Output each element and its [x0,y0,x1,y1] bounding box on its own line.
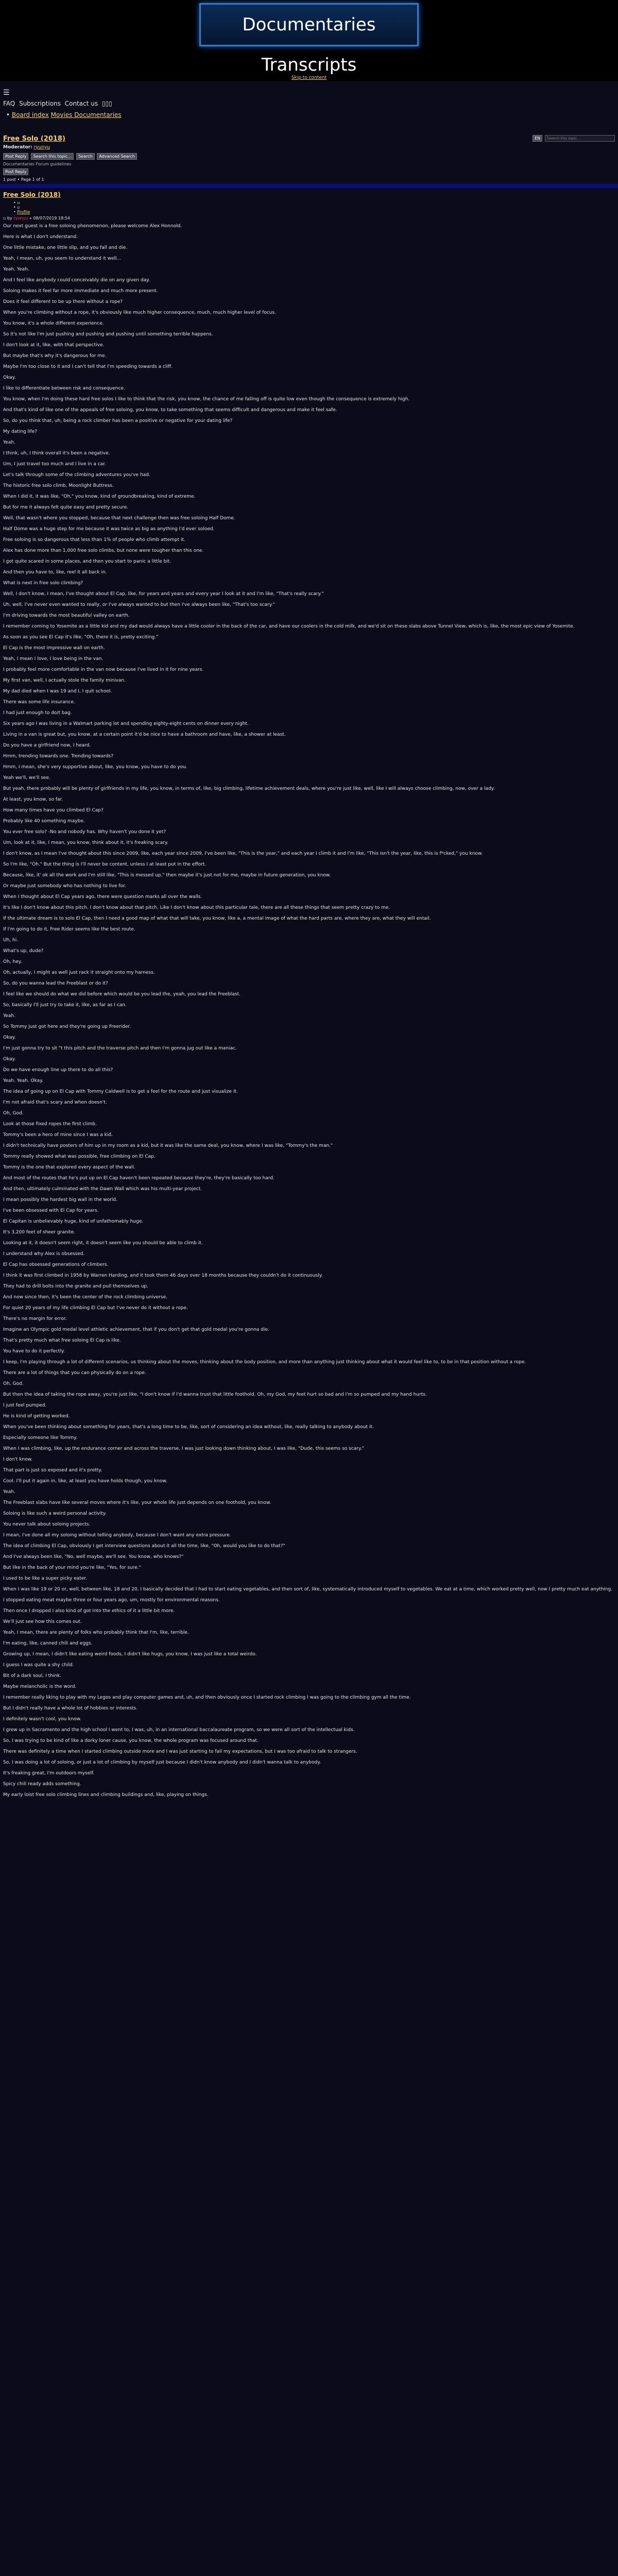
transcript-line: Yeah we'll, we'll see. [3,775,50,781]
transcript-line: My dating life? [3,429,37,434]
transcript-line: Yeah. Yeah. [3,267,29,272]
transcript-line: When I was like 19 or 20 or, well, between like, 18 and 20, I basically decided that I had to start eating vegetables, and then sort of, like, systematically introduced myself to vegetables. We eat at a time, which worked pretty well, now I pretty much eat anything. [3,1587,613,1592]
transcript-line: El Cap has obsessed generations of climbers. [3,1262,109,1267]
transcript-line: Do you have a girlfriend now, I heard. [3,743,91,748]
transcript-line: And then, ultimately culminated with the Dawn Wall which was his multi-year project. [3,1187,202,1192]
search-topic-button[interactable]: Search this topic… [31,153,74,160]
topic-header [0,135,618,188]
transcript-line: Okay. [3,1057,16,1062]
transcript-line: But for me it always felt quite easy and pretty secure. [3,505,129,510]
subscriptions-link[interactable]: Subscriptions [19,100,61,107]
transcript-line: When I did it, it was like, "Oh," you know, kind of groundbreaking, kind of extreme. [3,494,196,499]
advanced-search-button[interactable]: Advanced Search [97,153,137,160]
transcript-line: Hmm, trending towards one. Trending towards? [3,754,114,759]
transcript-line: Tommy's been a hero of mine since I was a kid. [3,1132,113,1138]
profile-bullet: • ▫ [13,200,20,205]
transcript-line: For quiet 20 years of my life climbing El Cap but I've never do it without a rope. [3,1306,188,1311]
transcript-line: Here is what I don't understand. [3,234,78,240]
transcript-line: The historic free solo climb, Moonlight Buttress. [3,483,114,488]
transcript-line: Bit of a dark soul, I think. [3,1673,62,1679]
transcript-line: The Freeblast slabs have like several moves where it's like, your whole life just depends on one foothold, you know. [3,1500,271,1505]
transcript-line: So, do you wanna lead the Freeblast or do it? [3,981,108,986]
transcript-line: You have to do it perfectly. [3,1349,65,1354]
byline-label: by [7,216,12,221]
transcript-line: Because, like, it' ok all the work and I'm still like, "This is messed up," then maybe it's just not for me, maybe in future generation, you know. [3,873,331,878]
transcript-line: I keep, I'm playing through a lot of different scenarios, us thinking about the moves, thinking about the body position, and more than anything just thinking about what it would feel like to, to be in that position without a rope. [3,1360,526,1365]
transcript-line: Yeah. [3,1013,15,1019]
transcript-line: And now since then, it's been the center of the rock climbing universe. [3,1295,168,1300]
transcript-line: When I thought about El Cap years ago, there were question marks all over the walls. [3,894,202,900]
transcript-line: I'm not afraid that's scary and when doesn't. [3,1100,107,1105]
transcript-line: There are a lot of things that you can physically do on a rope. [3,1370,146,1376]
post-icon: ▫ [3,216,6,221]
transcript-line: They had to drill bolts into the granite and pull themselves up. [3,1284,149,1289]
transcript-line: I guess I was quite a shy child. [3,1663,74,1668]
site-header [0,0,618,81]
post-reply-top-button[interactable]: Post Reply [3,168,28,175]
transcript-line: But then the idea of taking the rope away, you're just like, "I don't know if I'd wanna trust that little foothold. Oh, my God, my feet hurt so bad and I'm so pumped and my hand hurts. [3,1392,427,1397]
transcript-line: Probably like 40 something maybe. [3,819,85,824]
share-icons[interactable]: ▯▯▯ [101,100,112,107]
transcript-line: Yeah, I mean I love, I love being in the van. [3,656,104,662]
quick-links [3,100,114,107]
site-logo-banner[interactable]: Documentaries Transcripts [199,3,419,46]
transcript-line: Looking at it, it doesn't seem right, it doesn't seem like you should be able to climb it. [3,1241,203,1246]
transcript-line: So, I was trying to be kind of like a dorky loner cause, you know, the whole program was focused around that. [3,1738,259,1743]
transcript-line: El Cap is the most impressive wall on earth. [3,646,105,651]
transcript-line: At least, you know, so far. [3,797,63,802]
transcript-line: Or maybe just somebody who has nothing to live for. [3,884,126,889]
moderator-line [3,145,615,150]
transcript-line: Um, look at it, like, I mean, you know, think about it, it's freaking scary. [3,840,168,845]
transcript-line: Then once I dropped I also kind of got into the ethics of it a little bit more. [3,1608,175,1614]
transcript-line: How many times have you climbed El Cap? [3,808,104,813]
transcript-line: I mean possibly the hardest big wall in the world. [3,1197,117,1202]
transcript-line: Alex has done more than 1,000 free solo climbs, but none were tougher than this one. [3,548,204,553]
transcript-line: I definitely wasn't cool, you know. [3,1717,81,1722]
faq-link[interactable]: FAQ [3,100,15,107]
breadcrumb [3,111,615,118]
transcript-line: You never talk about soloing projects. [3,1522,91,1527]
transcript-line: I don't look at it, like, with that perspective. [3,343,105,348]
menu-icon[interactable]: ☰ [3,89,10,97]
transcript-line: Okay. [3,1035,16,1040]
transcript-line: Maybe melancholic is the word. [3,1684,77,1689]
transcript-line: As soon as you see El Cap it's like, "Oh, there it is, pretty exciting." [3,635,159,640]
transcript-line: It's freaking great, I'm outdoors myself. [3,1771,95,1776]
transcript-line: There was some life insurance. [3,700,75,705]
transcript-line: I remember really liking to play with my Legos and play computer games and, uh, and then obviously once I started rock climbing I was going to the climbing gym all the time. [3,1695,411,1700]
search-button[interactable]: Search [76,153,94,160]
divider-strip [0,184,618,188]
transcript-line: And most of the routes that he's put up on El Cap haven't been repeated because they're, they're basically too hard. [3,1176,274,1181]
post-subject[interactable]: Free Solo (2018) [3,191,61,198]
post [0,191,618,1798]
post-content [0,224,618,1798]
transcript-line: Maybe I'm too close to it and I can't tell that I'm speeding towards a cliff. [3,364,173,369]
forum-rules-link[interactable]: Documentaries Forum guidelines [3,162,72,166]
transcript-line: I understand why Alex is obsessed. [3,1251,85,1257]
transcript-line: I don't know. [3,1457,33,1462]
transcript-line: I'm eating, like, canned chili and eggs. [3,1641,93,1646]
transcript-line: It's like I don't know about this pitch. I don't know about that pitch. Like I don't know about this particular tale, there are all these things that seem pretty crazy to me. [3,905,390,910]
transcript-line: Do we have enough line up there to do all this? [3,1067,113,1073]
transcript-line: Yeah, I mean, uh, you seem to understand it well... [3,256,122,261]
transcript-line: The idea of climbing El Cap, obviously I get interview questions about it all the time, like, "Oh, would you like to do that?" [3,1544,285,1549]
transcript-line: If the ultimate dream is to solo El Cap, then I need a good map of what that will take, you know, like a, a mental image of what the hard parts are, where they are, what they will entail. [3,916,431,921]
transcript-line: But maybe that's why it's dangerous for me. [3,353,107,359]
profile-list [3,200,615,214]
profile-bullet: • Profile [13,210,30,214]
transcript-line: Six years ago I was living in a Walmart parking lot and spending eighty-eight cents on dinner every night. [3,721,249,726]
skip-to-content-link[interactable]: Skip to content [291,75,327,80]
transcript-line: Well, that wasn't where you stopped, because that next challenge then was free soloing Half Dome. [3,516,235,521]
transcript-line: And then you have to, like, reel it all back in. [3,570,107,575]
transcript-line: I used to be like a super picky eater. [3,1576,87,1581]
post-byline [3,216,615,221]
transcript-line: I think, uh, I think overall it's been a negative. [3,451,110,456]
transcript-line: Oh, God. [3,1381,24,1386]
transcript-line: One little mistake, one little slip, and you fall and die. [3,245,128,250]
transcript-line: I'm driving towards the most beautiful valley on earth. [3,613,130,618]
transcript-line: That part is just so exposed and it's pretty. [3,1468,102,1473]
transcript-line: So it's not like I'm just pushing and pushing and pushing until something terrible happens. [3,332,213,337]
transcript-line: I probably feel more comfortable in the van now because I've lived in it for nine years. [3,667,204,672]
transcript-line: Yeah, I mean, there are plenty of folks who probably think that I'm, like, terrible. [3,1630,189,1635]
transcript-line: I think it was first climbed in 1958 by Warren Harding, and it took them 46 days over 18 months because they couldn't do it continuously. [3,1273,323,1278]
post-date: » 08/07/2019 18:54 [29,216,70,221]
transcript-line: I didn't technically have posters of him up in my room as a kid, but it was like the same deal, you know, where I was like, "Tommy's the man." [3,1143,333,1148]
transcript-line: The idea of going up on El Cap with Tommy Caldwell is to get a feel for the route and just visualize it. [3,1089,238,1094]
transcript-line: That's pretty much what free soloing El Cap is like. [3,1338,121,1343]
pagination-info: 1 post • Page 1 of 1 [3,177,44,182]
transcript-line: Yeah. Yeah. Okay. [3,1078,44,1083]
moderator-name[interactable]: ryunyu [33,145,50,150]
transcript-line: I got quite scared in some places, and then you start to panic a little bit. [3,559,171,564]
transcript-line: But like in the back of your mind you're like, "Yes, for sure." [3,1565,141,1570]
transcript-line: So, basically I'll just try to take it, like, as far as I can. [3,1003,127,1008]
transcript-line: So Tommy just got here and they're going up Freerider. [3,1024,131,1029]
search-input[interactable] [545,135,615,142]
transcript-line: Soloing makes it feel far more immediate and much more present. [3,289,158,294]
transcript-line: My early loist free solo climbing lines and climbing buildings and, like, playing on things. [3,1792,209,1798]
transcript-line: So, do you think that, uh, being a rock climber has been a positive or negative for your dating life? [3,418,233,423]
flag-icon: EN [533,135,542,142]
transcript-line: So, I was doing a lot of soloing, or just a lot of climbing by myself just because I didn't know anybody and I didn't wanna talk to anybody. [3,1760,321,1765]
transcript-line: Spicy chili ready adds something. [3,1782,81,1787]
transcript-line: Hmm, I mean, she's very supportive about, like, you know, you have to do you. [3,765,187,770]
transcript-line: There's no margin for error. [3,1316,67,1321]
transcript-line: I feel like we should do what we did before which would be you lead the, yeah, you lead the Freeblast. [3,992,241,997]
transcript-line: And that's kind of like one of the appeals of free soloing, you know, to take something that seems difficult and dangerous and make it feel safe. [3,408,337,413]
transcript-line: Soloing is like such a weird personal activity. [3,1511,107,1516]
transcript-line: Oh, actually, I might as well just rack it straight onto my harness. [3,970,155,975]
transcript-line: I stopped eating meat maybe three or four years ago, um, mostly for environmental reasons. [3,1598,220,1603]
transcript-line: Especially someone like Tommy. [3,1435,78,1440]
transcript-line: When you're climbing without a rope, it's obviously like much higher consequence, much, much higher level of focus. [3,310,277,315]
transcript-line: Uh, well, I've never even wanted to really, or I've always wanted to but then I've always been like, "That's too scary." [3,602,275,607]
transcript-line: Half Dome was a huge step for me because it was twice as big as anything I'd ever soloed. [3,527,215,532]
transcript-line: You know, it's a whole different experience. [3,321,104,326]
breadcrumb-board-index[interactable]: Board index [11,111,49,118]
transcript-line: So I'm like, "Oh." But the thing is I'll never be content, unless I at least put in the effort. [3,862,207,867]
transcript-line: You know, when I'm doing these hard free solos I like to think that the risk, you know, the chance of me falling off is quite low even though the consequence is extremely high. [3,397,410,402]
transcript-line: I remember coming to Yosemite as a little kid and my dad would always have a little cooler in the back of the car, and have our coolers in the cold milk, and we'd sit on these slabs above Tunnel View, which is, like, the most epic view of Yosemite. [3,624,575,629]
avatar: ▫ [17,200,20,205]
transcript-line: I mean, I've done all my soloing without telling anybody, because I don't want any extra pressure. [3,1533,231,1538]
transcript-line: When I was climbing, like, up the endurance corner and across the traverse, I was just looking down thinking about, I was like, "Dude, this seems so scary." [3,1446,365,1451]
moderator-label: Moderator: [3,145,32,150]
post-author[interactable]: ryunyu [13,216,28,221]
user-icon: ▫ [17,205,20,210]
transcript-line: My dad died when I was 19 and I, I quit school. [3,689,112,694]
transcript-line: If I'm going to do it, Free Rider seems like the best route. [3,927,135,932]
transcript-line: There was definitely a time when I started climbing outside more and I was just starting to fail my expectations, but I was too afraid to talk to strangers. [3,1749,357,1754]
transcript-line: Um, I just travel too much and I live in a car. [3,462,106,467]
transcript-line: I had just enough to do/t bag. [3,710,72,716]
post-reply-button[interactable]: Post Reply [3,153,28,160]
transcript-line: Imagine an Olympic gold medal level athletic achievement, that if you don't get that gold medal you're gonna die. [3,1327,269,1332]
transcript-line: When you've been thinking about something for years, that's a long time to be, like, sort of considering an idea without, like, really talking to anybody about it. [3,1425,374,1430]
transcript-line: My first van, well, I actually stole the family minivan. [3,678,126,683]
profile-bullet: • ▫ [13,205,20,210]
transcript-line: He is kind of getting worked. [3,1414,70,1419]
transcript-line: You ever free solo? -No and nobody has. Why haven't you done it yet? [3,829,166,835]
transcript-line: I've been obsessed with El Cap for years. [3,1208,99,1213]
transcript-line: But yeah, there probably will be plenty of girlfriends in my life, you know, in terms of, like, big climbing, lifetime achievement deals, where you're just like, well, like I will always choose climbing, now, over a lady. [3,786,495,791]
top-navbar [0,81,618,122]
transcript-line: I like to differentiate between risk and consequence. [3,386,125,391]
transcript-line: Look at those fixed ropes the first climb. [3,1122,97,1127]
transcript-line: Yeah. [3,1489,15,1495]
transcript-line: We'll just see how this comes out. [3,1619,82,1624]
transcript-line: Free soloing is so dangerous that less than 1% of people who climb attempt it. [3,537,185,543]
transcript-line: Does it feel different to be up there without a rope? [3,299,123,304]
transcript-line: Uh, hi. [3,938,19,943]
breadcrumb-movies-documentaries[interactable]: Movies Documentaries [50,111,122,118]
transcript-line: Yeah. [3,440,15,445]
header-search [533,135,615,142]
transcript-line: Let's talk through some of the climbing adventures you've had. [3,472,150,478]
transcript-line: El Capitan is unbelievably huge, kind of unfathomably huge. [3,1219,144,1224]
transcript-line: I just feel pumped. [3,1403,47,1408]
action-bar [0,153,618,160]
transcript-line: It's 3,200 feet of sheer granite. [3,1230,76,1235]
contact-us-link[interactable]: Contact us [64,100,98,107]
transcript-line: Well, I don't know, I mean, I've thought about El Cap, like, for years and years and every year I look at it and I'm like, "That's really scary." [3,591,324,597]
transcript-line: Tommy is the one that explored every aspect of the wall. [3,1165,135,1170]
transcript-line: And I've always been like, "No, well maybe, we'll see. You know, who knows?" [3,1554,184,1560]
transcript-line: Oh, hey. [3,959,22,964]
profile-link[interactable]: Profile [17,210,30,214]
transcript-line: I don't know, as I mean I've thought about this since 2009, like, each year since 2009, I've been like, "This is the year," and each year I climb it and I'm like, "This isn't the year, like, this is f*cked," you know. [3,851,483,856]
transcript-line: I grew up in Sacramento and the high school I went to, I was, uh, in an international baccalaureate program, so we were all sort of the intellectual kids. [3,1727,355,1733]
transcript-line: And I feel like anybody could conceivably die on any given day. [3,278,150,283]
transcript-line: Oh, God. [3,1111,24,1116]
post-header [0,191,618,198]
transcript-line: Cool. I'll put it again in, like, at least you have holds though, you know. [3,1479,167,1484]
transcript-line: Our next guest is a free soloing phenomenon, please welcome Alex Honnold. [3,224,182,229]
topic-title[interactable]: Free Solo (2018) [3,135,65,143]
transcript-line: What is next in free solo climbing? [3,581,83,586]
transcript-line: What's up, dude? [3,948,44,954]
transcript-line: Growing up, I mean, I didn't like eating weird foods, I didn't like hugs, you know, I was just like a total weirdo. [3,1652,257,1657]
transcript-line: Okay. [3,375,16,380]
transcript-line: Tommy really showed what was possible, free climbing on El Cap. [3,1154,156,1159]
transcript-line: I'm just gonna try to sit "t this pitch and the traverse pitch and then I'm gonna jug out like a maniac. [3,1046,237,1051]
transcript-line: Living in a van is great but, you know, at a certain point it'd be nice to have a bathroom and have, like, a shower at least. [3,732,286,737]
transcript-line: But I didn't really have a whole lot of hobbies or interests. [3,1706,138,1711]
